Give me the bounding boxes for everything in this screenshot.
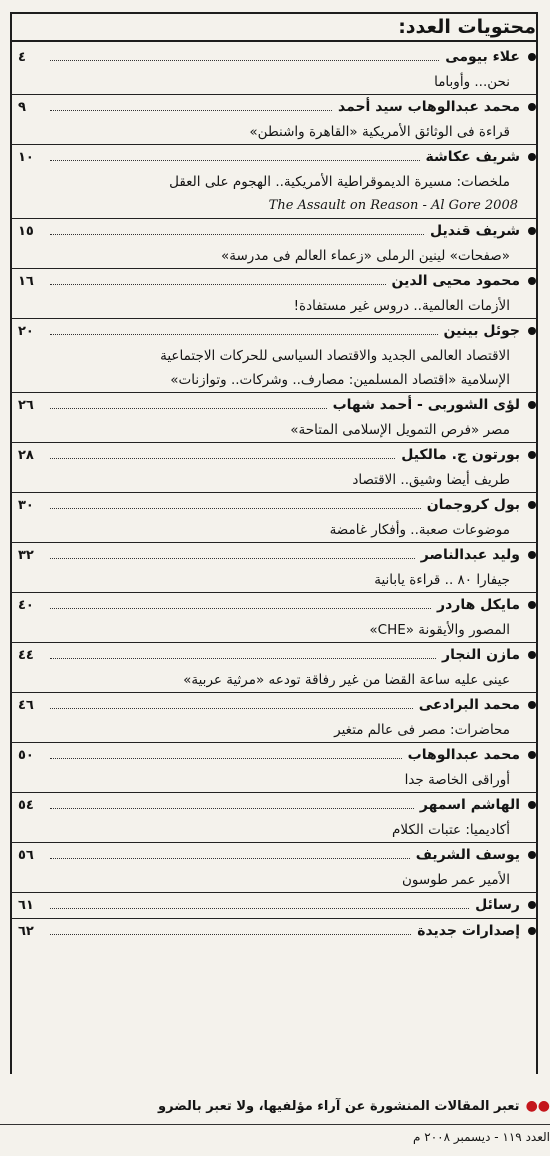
toc-entry-header [0, 44, 550, 70]
divider [0, 1124, 550, 1125]
bullet-dot-icon [528, 651, 536, 659]
toc-entry-header [0, 318, 550, 344]
bullet-dot-icon [528, 277, 536, 285]
entry-title: أوراقى الخاصة جدا [404, 772, 510, 788]
toc-entry[interactable] [0, 442, 550, 492]
entry-author: يوسف الشريف [415, 847, 520, 863]
entry-author: بول كروجمان [426, 497, 520, 513]
entry-author: مازن النجار [442, 647, 520, 663]
entry-author: علاء بيومى [445, 49, 520, 65]
toc-entry[interactable] [0, 218, 550, 268]
toc-entry[interactable] [0, 642, 550, 692]
leader-dots [50, 757, 402, 759]
entry-title: أكاديميا: عتبات الكلام [392, 822, 510, 838]
entry-page-number: ٤ [18, 49, 26, 65]
entry-page-number: ١٠ [18, 149, 34, 165]
toc-entry-header [0, 542, 550, 568]
issue-info: العدد ١١٩ - ديسمبر ٢٠٠٨ م [413, 1130, 550, 1144]
entry-title: الإسلامية «اقتصاد المسلمين: مصارف.. وشركات.. وتوازنات» [170, 372, 510, 388]
toc-entry-header [0, 642, 550, 668]
toc-entry-header [0, 492, 550, 518]
bullet-dot-icon [528, 327, 536, 335]
entry-page-number: ٥٠ [18, 747, 34, 763]
entry-title: جيفارا ٨٠ .. قراءة يابانية [374, 572, 510, 588]
entry-title: عينى عليه ساعة القضا من غير رفاقة تودعه «مرثية عربية» [183, 672, 510, 688]
entry-page-number: ٥٦ [18, 847, 34, 863]
entry-author: محمد عبدالوهاب سيد أحمد [337, 99, 520, 115]
entry-page-number: ٦٢ [18, 923, 34, 939]
entry-author: محمد عبدالوهاب [407, 747, 520, 763]
entry-page-number: ٢٠ [18, 323, 34, 339]
entry-page-number: ٢٦ [18, 397, 34, 413]
bullet-dot-icon [528, 851, 536, 859]
entry-title: المصور والأيقونة «CHE» [369, 622, 510, 638]
toc-entry-header [0, 592, 550, 618]
leader-dots [50, 707, 413, 709]
entry-title: ملخصات: مسيرة الديموقراطية الأمريكية.. الهجوم على العقل [169, 174, 510, 190]
entry-page-number: ١٦ [18, 273, 34, 289]
bullet-dot-icon [528, 751, 536, 759]
entry-title: «صفحات» لينين الرملى «زعماء العالم فى مدرسة» [220, 248, 510, 264]
toc-entry-header [0, 442, 550, 468]
entry-title: مصر «فرص التمويل الإسلامى المتاحة» [290, 422, 510, 438]
entry-author: وليد عبدالناصر [420, 547, 520, 563]
toc-entry[interactable] [0, 692, 550, 742]
toc-entry[interactable] [0, 94, 550, 144]
toc-entry-header [0, 692, 550, 718]
entry-page-number: ٣٠ [18, 497, 34, 513]
toc-entry-header [0, 742, 550, 768]
leader-dots [50, 333, 438, 335]
toc-entry-header [0, 918, 550, 944]
cherries-icon: ●● [525, 1098, 550, 1114]
leader-dots [50, 807, 414, 809]
bullet-dot-icon [528, 801, 536, 809]
toc-entry[interactable] [0, 392, 550, 442]
bullet-dot-icon [528, 53, 536, 61]
entry-title: موضوعات صعبة.. وأفكار غامضة [329, 522, 510, 538]
toc-entry-header [0, 842, 550, 868]
bullet-dot-icon [528, 103, 536, 111]
bullet-dot-icon [528, 451, 536, 459]
leader-dots [50, 857, 410, 859]
toc-entry-header [0, 392, 550, 418]
entry-page-number: ٩ [18, 99, 26, 115]
entry-author: رسائل [475, 897, 520, 913]
bullet-dot-icon [528, 153, 536, 161]
leader-dots [50, 933, 411, 935]
entry-title: نحن... وأوباما [434, 74, 510, 90]
toc-entry[interactable] [0, 592, 550, 642]
leader-dots [50, 457, 395, 459]
entry-page-number: ٦١ [18, 897, 34, 913]
toc-entry[interactable] [0, 918, 550, 944]
toc-entry-header [0, 144, 550, 170]
entry-author: شريف قنديل [429, 223, 520, 239]
entry-author: لؤى الشوربى - أحمد شهاب [332, 397, 520, 413]
leader-dots [50, 907, 469, 909]
entry-title: The Assault on Reason - Al Gore 2008 [268, 198, 518, 213]
toc-entry[interactable] [0, 542, 550, 592]
contents-list [0, 44, 550, 944]
bullet-dot-icon [528, 551, 536, 559]
toc-entry[interactable] [0, 892, 550, 918]
page-title: محتويات العدد: [398, 16, 536, 38]
entry-page-number: ١٥ [18, 223, 34, 239]
toc-entry-header [0, 218, 550, 244]
bullet-dot-icon [528, 901, 536, 909]
entry-author: محمد البرادعى [418, 697, 520, 713]
entry-title: الأمير عمر طوسون [401, 872, 510, 888]
entry-page-number: ٤٠ [18, 597, 34, 613]
entry-author: بورتون ج. مالكيل [401, 447, 520, 463]
toc-entry[interactable] [0, 792, 550, 842]
leader-dots [50, 607, 431, 609]
entry-page-number: ٣٢ [18, 547, 34, 563]
leader-dots [50, 507, 421, 509]
entry-title: طريف أيضا وشيق.. الاقتصاد [352, 472, 510, 488]
divider [10, 40, 538, 42]
entry-title: محاضرات: مصر فى عالم متغير [334, 722, 510, 738]
leader-dots [50, 407, 327, 409]
disclaimer-text: تعبر المقالات المنشورة عن آراء مؤلفيها، ولا تعبر بالضرو [158, 1098, 520, 1114]
toc-entry[interactable] [0, 44, 550, 94]
disclaimer [0, 1098, 550, 1114]
leader-dots [50, 557, 415, 559]
entry-author: مايكل هاردر [437, 597, 520, 613]
leader-dots [50, 109, 332, 111]
toc-entry[interactable] [0, 268, 550, 318]
bullet-dot-icon [528, 227, 536, 235]
bullet-dot-icon [528, 401, 536, 409]
toc-entry[interactable] [0, 144, 550, 218]
leader-dots [50, 233, 424, 235]
leader-dots [50, 59, 439, 61]
leader-dots [50, 283, 386, 285]
leader-dots [50, 159, 420, 161]
entry-page-number: ٤٦ [18, 697, 34, 713]
toc-entry-header [0, 268, 550, 294]
toc-entry[interactable] [0, 318, 550, 392]
toc-entry[interactable] [0, 842, 550, 892]
toc-entry[interactable] [0, 742, 550, 792]
entry-page-number: ٤٤ [18, 647, 34, 663]
toc-entry-header [0, 792, 550, 818]
entry-page-number: ٢٨ [18, 447, 34, 463]
entry-author: جوئل بينين [443, 323, 520, 339]
bullet-dot-icon [528, 501, 536, 509]
bullet-dot-icon [528, 927, 536, 935]
bullet-dot-icon [528, 601, 536, 609]
entry-title: الاقتصاد العالمى الجديد والاقتصاد السياسى للحركات الاجتماعية [160, 348, 510, 364]
entry-author: إصدارات جديدة [417, 923, 520, 939]
toc-entry[interactable] [0, 492, 550, 542]
entry-author: شريف عكاشة [425, 149, 520, 165]
entry-page-number: ٥٤ [18, 797, 34, 813]
entry-author: الهاشم اسمهر [419, 797, 520, 813]
toc-entry-header [0, 94, 550, 120]
toc-entry-header [0, 892, 550, 918]
entry-title: الأزمات العالمية.. دروس غير مستفادة! [293, 298, 510, 314]
leader-dots [50, 657, 436, 659]
entry-title: قراءة فى الوثائق الأمريكية «القاهرة واشنطن» [249, 124, 510, 140]
entry-author: محمود محيى الدين [391, 273, 520, 289]
bullet-dot-icon [528, 701, 536, 709]
